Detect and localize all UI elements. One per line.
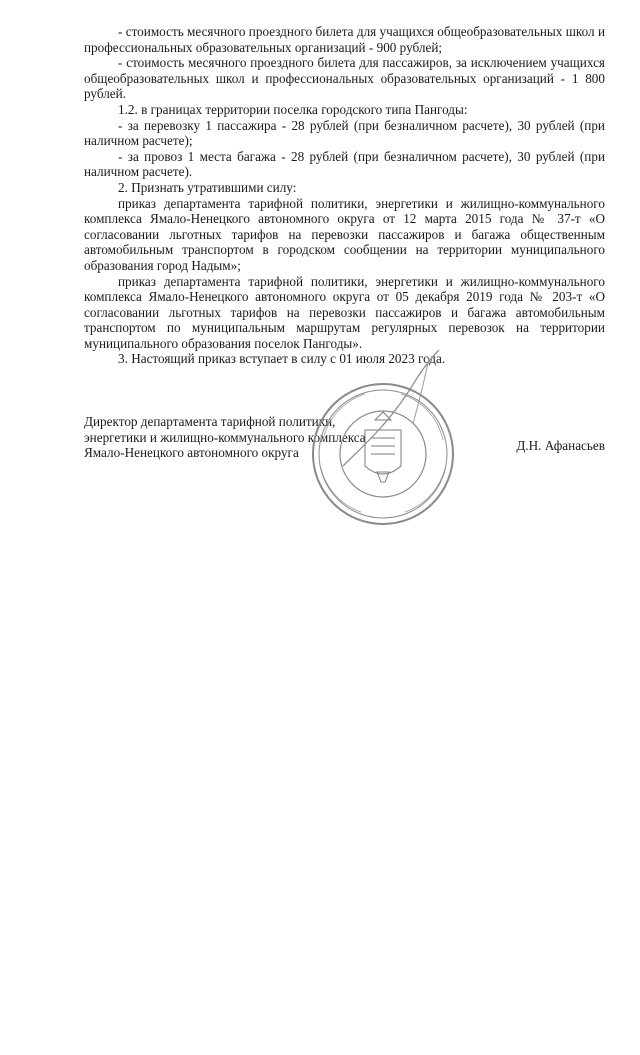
paragraph-section-1-2: 1.2. в границах территории поселка городского типа Пангоды: <box>118 101 468 117</box>
paragraph-fare-passenger-trip: - за перевозку 1 пассажира - 28 рублей (при безналичном расчете), 30 рублей (при наличном расчете); <box>84 117 605 149</box>
paragraph-fare-baggage: - за провоз 1 места багажа - 28 рублей (при безналичном расчете), 30 рублей (при наличном расчете). <box>84 148 605 180</box>
signature-title-line-1: Директор департамента тарифной политики, <box>84 414 336 429</box>
official-seal-stamp <box>305 348 465 530</box>
signatory-name: Д.Н. Афанасьев <box>516 438 605 453</box>
paragraph-repealed-order-2: приказ департамента тарифной политики, энергетики и жилищно-коммунального комплекса Ямало-Ненецкого автономного округа от 05 декабря 2019 года № 203-т «О согласовании льготных тарифов на перевозки пассажиров и багажа автомобильным транспортом по муниципальным маршрутам регулярных перевозок на территории муниципального образования поселок Пангоды». <box>84 273 605 351</box>
paragraph-repealed-order-1: приказ департамента тарифной политики, энергетики и жилищно-коммунального комплекса Ямало-Ненецкого автономного округа от 12 марта 2015 года № 37-т «О согласовании льготных тарифов на перевозки пассажиров и багажа общественным автомобильным транспортом в городском сообщении на территории муниципального образования город Надым»; <box>84 195 605 273</box>
document-body <box>84 24 605 367</box>
paragraph-fare-passengers: - стоимость месячного проездного билета для пассажиров, за исключением учащихся общеобразовательных школ и профессиональных образовательных организаций - 1 800 рублей. <box>84 55 605 102</box>
paragraph-section-2: 2. Признать утратившими силу: <box>118 179 297 195</box>
paragraph-section-3: 3. Настоящий приказ вступает в силу с 01 июля 2023 года. <box>118 351 446 367</box>
signature-title-line-3: Ямало-Ненецкого автономного округа <box>84 445 299 461</box>
paragraph-fare-students: - стоимость месячного проездного билета для учащихся общеобразовательных школ и профессиональных образовательных организаций - 900 рублей; <box>84 24 605 55</box>
signature-title-line-2: энергетики и жилищно-коммунального комплекса <box>84 429 366 445</box>
seal-emblem-icon <box>365 412 401 482</box>
